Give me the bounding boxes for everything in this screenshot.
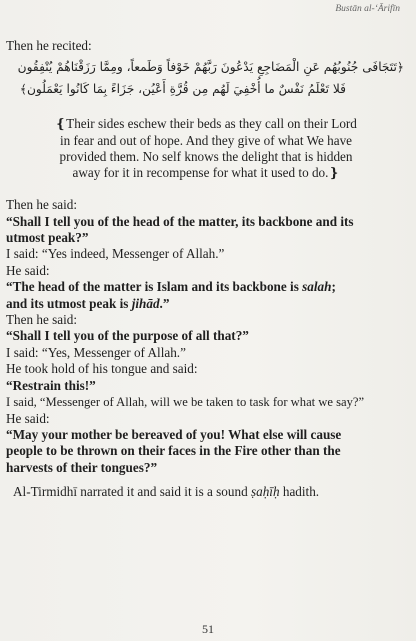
dialogue-line-bold: “May your mother be bereaved of you! What else will cause [6, 426, 342, 442]
closing-text: hadith. [279, 484, 320, 500]
dialogue-line: I said: “Yes, Messenger of Allah.” [6, 344, 186, 360]
intro-recited: Then he recited: [6, 38, 92, 53]
dialogue-line: Then he said: [6, 312, 78, 328]
dialogue-line: I said, “Messenger of Allah, will we be taken to task for what we say?” [6, 395, 365, 410]
verse-translation [24, 116, 388, 181]
dialogue-line: He took hold of his tongue and said: [6, 361, 198, 377]
dialogue-line-bold: “Shall I tell you of the purpose of all that?” [6, 328, 249, 344]
translation-line: away for it in recompense for what it used to do.❵ [72, 165, 340, 181]
dialogue-text: ; [331, 279, 336, 295]
dialogue-line-bold: “Restrain this!” [6, 377, 96, 393]
dialogue-line: Then he said: [6, 197, 78, 213]
dialogue-line-bold [6, 279, 404, 295]
closing-italic-term: ṣaḥīḥ [250, 484, 280, 500]
dialogue-italic-term: jihād [131, 295, 160, 311]
closing-note [6, 484, 404, 500]
dialogue-line-bold: “Shall I tell you of the head of the matter, its backbone and its [6, 213, 354, 229]
dialogue-line-bold [6, 296, 404, 312]
dialogue-line-bold: harvests of their tongues?” [6, 459, 158, 475]
dialogue-text: and its utmost peak is [6, 295, 132, 311]
dialogue-text: “The head of the matter is Islam and its backbone is [6, 279, 303, 295]
dialogue-line: He said: [6, 262, 50, 278]
closing-text: Al-Tirmidhī narrated it and said it is a sound [13, 484, 251, 500]
running-head: Bustān al-‘Ārifīn [335, 4, 400, 14]
dialogue-line: I said: “Yes indeed, Messenger of Allah.” [6, 246, 225, 262]
translation-line: ❴Their sides eschew their beds as they call on their Lord [55, 116, 357, 132]
hadith-dialogue [6, 197, 404, 476]
dialogue-line: He said: [6, 410, 50, 426]
page-body [6, 38, 404, 501]
translation-line: in fear and out of hope. And they give of what We have [59, 132, 353, 148]
dialogue-italic-term: salah [302, 279, 332, 295]
dialogue-line-bold: utmost peak?” [6, 230, 89, 246]
page-number: 51 [202, 622, 214, 636]
translation-line: provided them. No self knows the delight that is hidden [59, 148, 353, 164]
dialogue-text: .” [159, 295, 170, 311]
arabic-verse-line-1: ﴿تَتَجَافَى جُنُوبُهُم عَنِ الْمَضَاجِعِ يَدْعُونَ رَبَّهُمْ خَوْفاً وَطَمعاً، ومِمَّا رَزَقْنَاهُمْ يُنْفِقُون [17, 60, 404, 75]
arabic-verse-line-2: فَلا تَعْلَمُ نَفْسٌ ما أُخْفِيَ لَهُم مِن قُرَّةِ أَعْيُن، جَزَاءً بِمَا كَانُوا يَعْمَلُون﴾ [19, 82, 346, 97]
dialogue-line-bold: people to be thrown on their faces in the Fire other than the [6, 443, 341, 459]
